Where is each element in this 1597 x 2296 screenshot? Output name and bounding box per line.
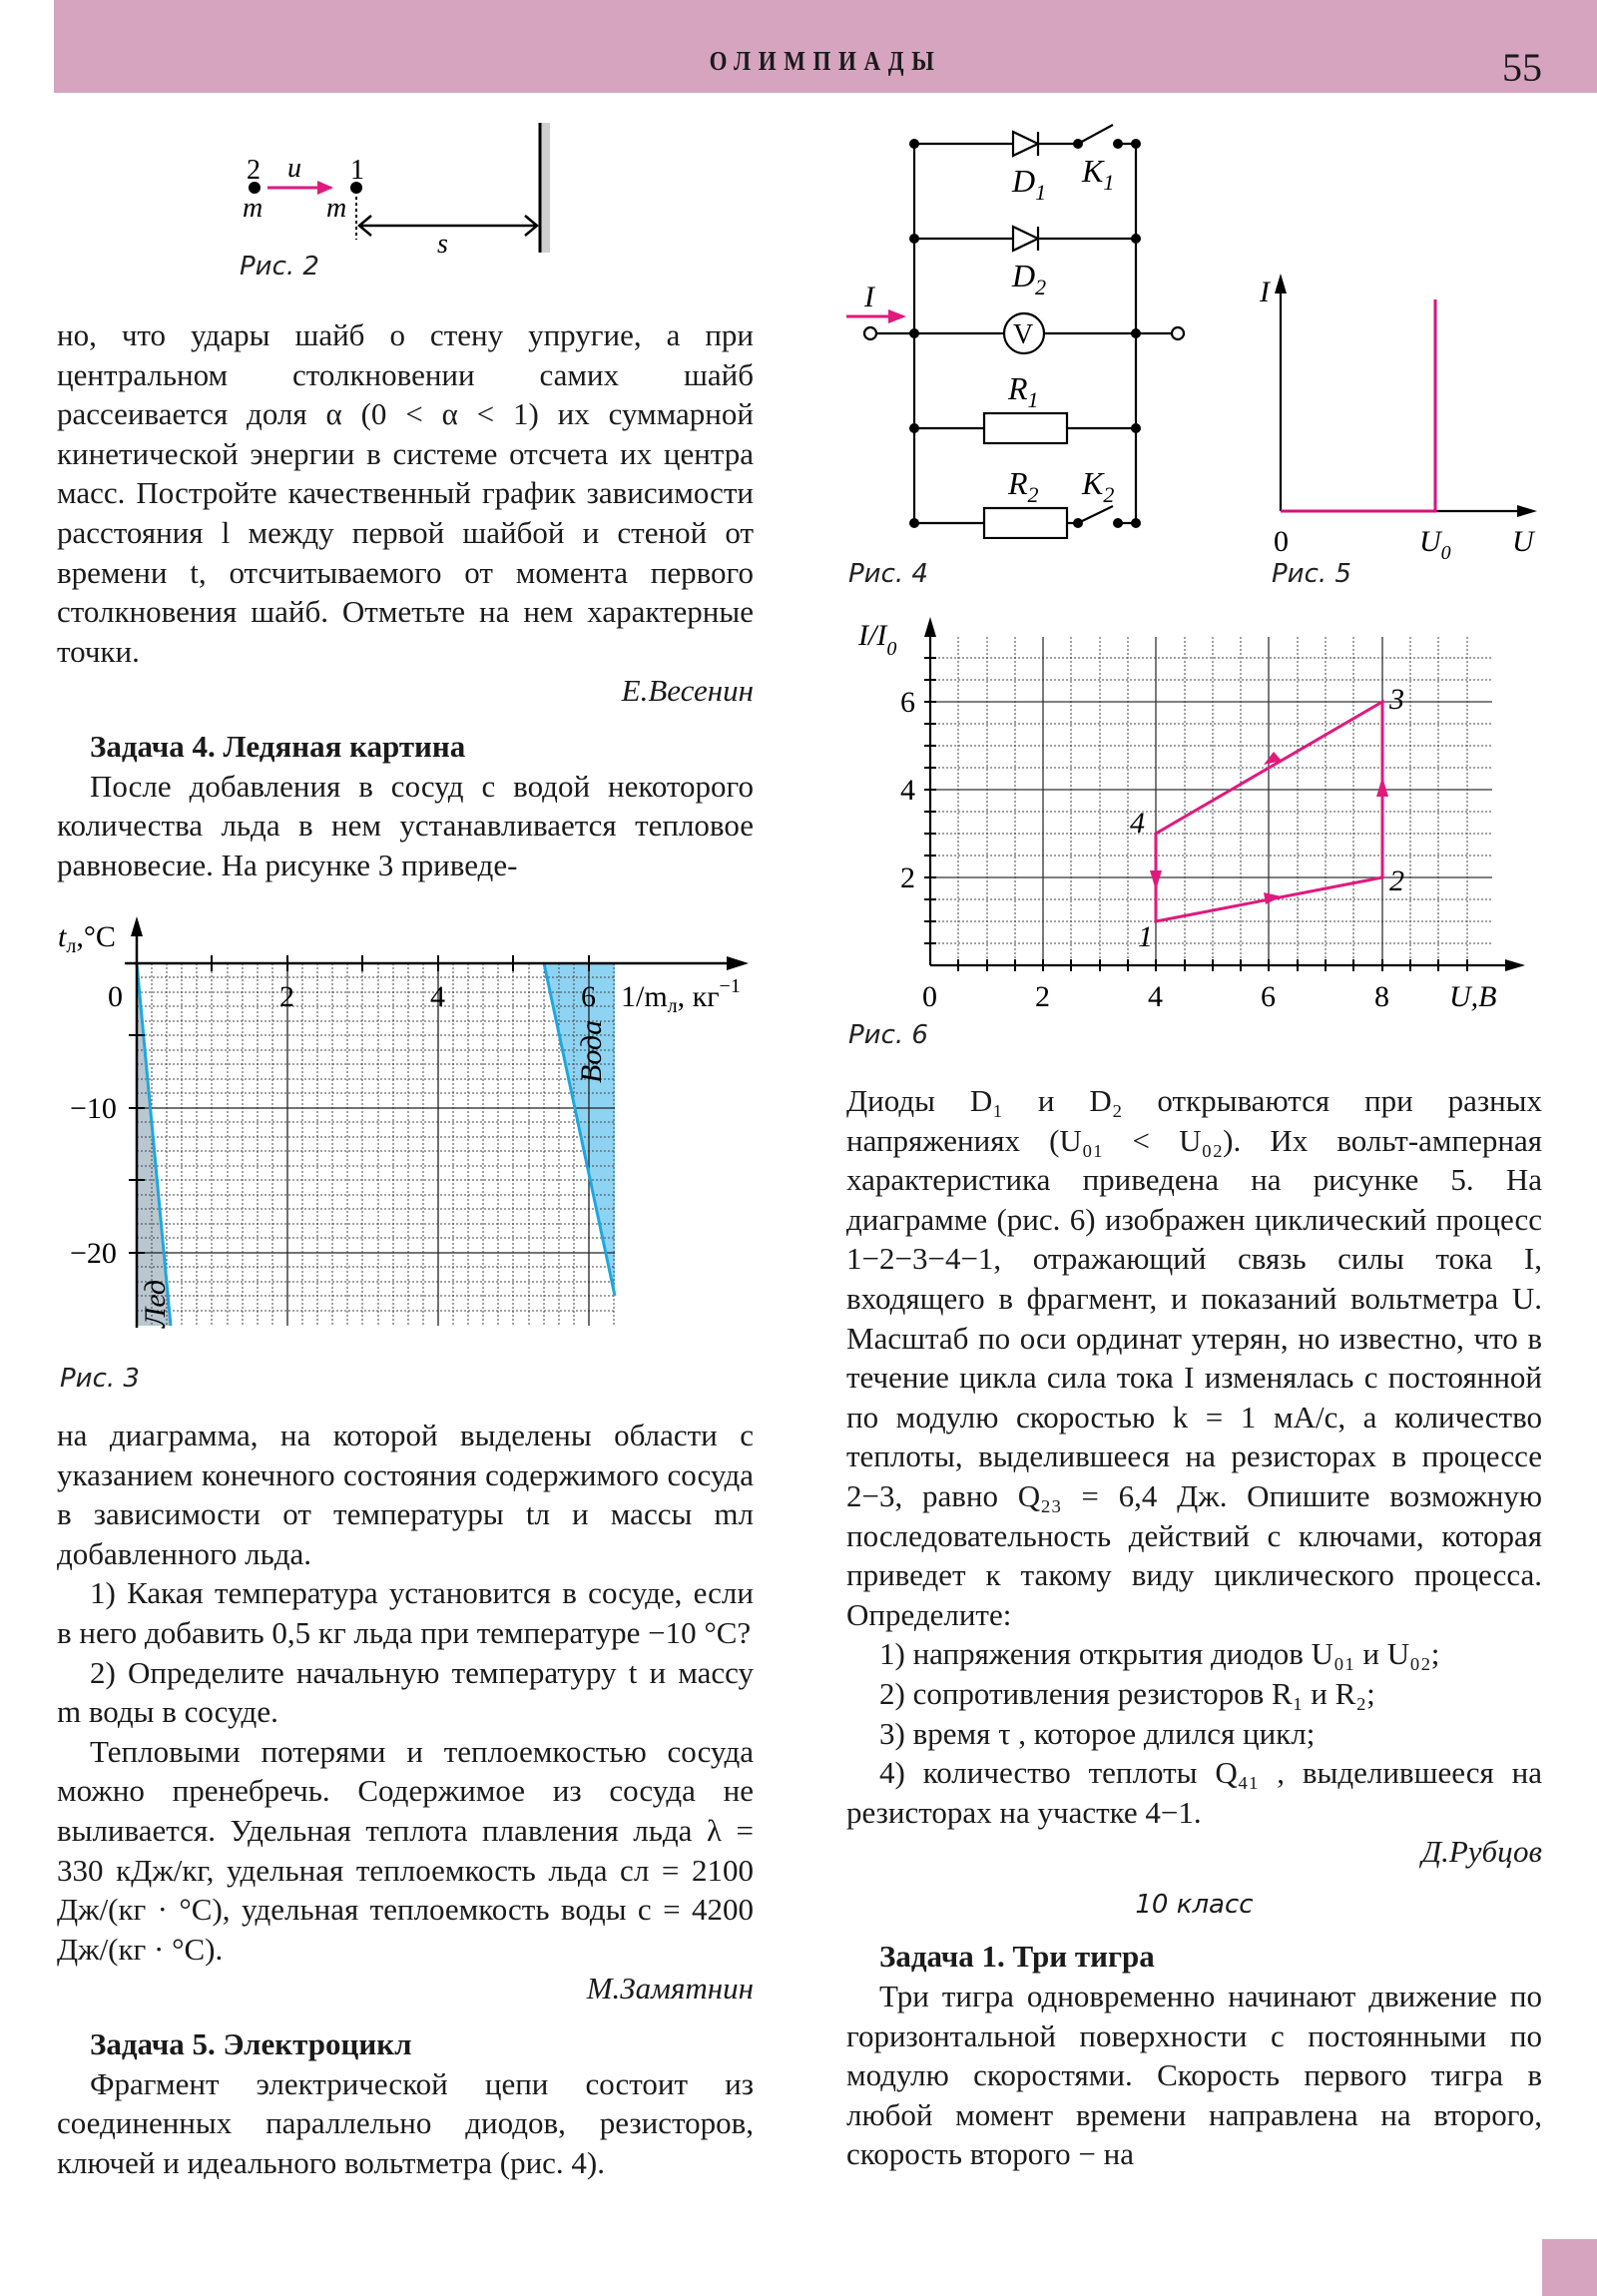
point-label-2: 2 [1389, 864, 1404, 897]
figure-5-chart [1238, 262, 1547, 561]
question-2: 2) Определите начальную температуру t и массу m воды в сосуде. [57, 1654, 754, 1730]
point-label-1: 1 [1138, 920, 1153, 953]
figure-6-chart [838, 609, 1537, 1018]
label-puck-1: 1 [350, 155, 364, 186]
arrow-2-3 [1376, 777, 1388, 797]
label-d1: $D_1$ [1012, 163, 1047, 205]
x-tick-8: 8 [1374, 980, 1389, 1013]
point-label-4: 4 [1130, 807, 1145, 840]
right-column [846, 1081, 1542, 2174]
label-r1: $R_1$ [1008, 370, 1039, 412]
y-axis-label: I [1260, 276, 1270, 308]
grade-heading: 10 класс [1135, 1889, 1254, 1920]
label-d2: $D_2$ [1012, 258, 1047, 299]
paragraph: но, что удары шайб о стену упругие, а при центральном столкновении самих шайб рассеивается доля α (0 < α < 1) их суммарной кинетической энергии в системе отсчета их центра масс. Постройте качественный график зависимости расстояния l между первой шайбой и стеной от времени t, отсчитываемого от момента первого столкновения шайб. Отметьте на нем характерные точки. [57, 317, 754, 669]
region-water-label: Вода [575, 1019, 608, 1083]
label-current: I [864, 281, 874, 313]
figure-4-circuit [838, 110, 1218, 539]
label-mass-2: m [243, 193, 264, 224]
y-axis-label: $I/I_0$ [858, 619, 897, 660]
x-axis-label: U,B [1449, 980, 1497, 1013]
question-2: 2) сопротивления резисторов R₁ и R₂; [879, 1675, 1375, 1711]
figure-3-caption: Рис. 3 [60, 1364, 140, 1394]
author-rubtsov: Д.Рубцов [1421, 1834, 1542, 1870]
x-tick-4: 4 [430, 980, 445, 1013]
paragraph: на диаграмма, на которой выделены области с указанием конечного состояния содержимого сосуда в зависимости от температуры tл и массы mл добавленного льда. [57, 1418, 754, 1571]
x-tick-0: 0 [922, 980, 937, 1013]
y-axis-label: $t_л,^\circ C$ [58, 920, 116, 957]
label-k2: $K_2$ [1082, 465, 1115, 507]
label-puck-2: 2 [247, 155, 261, 186]
task-4-title: Задача 4. Ледяная картина [90, 728, 466, 764]
u0-label: $U_0$ [1419, 525, 1451, 561]
y-tick-2: 2 [900, 861, 915, 894]
label-r2: $R_2$ [1008, 465, 1039, 507]
x-tick-6: 6 [581, 980, 596, 1013]
x-tick-2: 2 [279, 980, 294, 1013]
x-axis-label: U [1512, 525, 1534, 558]
page-corner-marker [1542, 2239, 1597, 2296]
label-distance: s [437, 229, 448, 260]
page-header [54, 0, 1597, 93]
paragraph: Диоды D₁ и D₂ открываются при разных напряжениях (U₀₁ < U₀₂). Их вольт-амперная характеристика приведена на рисунке 5. На диаграмме (рис. 6) изображен циклический процесс 1−2−3−4−1, отражающий связь силы тока I, входящего в фрагмент, и показаний вольтметра U. Масштаб по оси ординат утерян, но известно, что в течение цикла сила тока I изменялась с постоянной по модулю скоростью k = 1 мА/с, а количество теплоты, выделившееся на резисторах в процессе 2−3, равно Q₂₃ = 6,4 Дж. Опишите возможную последовательность действий с ключами, которая приведет к такому виду циклического процесса. Определите: [846, 1083, 1542, 1632]
label-velocity: u [287, 153, 301, 184]
y-tick-0: 0 [108, 980, 123, 1013]
task-5-title: Задача 5. Электроцикл [90, 2025, 412, 2061]
paragraph: Три тигра одновременно начинают движение по горизонтальной поверхности с постоянными по модулю скоростями. Скорость первого тигра в любой момент времени направлена на второго, скорость второго − на [846, 1979, 1542, 2172]
point-label-3: 3 [1389, 683, 1404, 716]
y-tick-minus-10: −10 [70, 1092, 117, 1125]
left-column-top [57, 315, 754, 884]
author-vesenin: Е.Весенин [621, 673, 754, 709]
arrow-4-1 [1150, 870, 1162, 890]
paragraph: После добавления в сосуд с водой некоторого количества льда в нем устанавливается тепловое равновесие. На рисунке 3 приведе- [57, 768, 754, 882]
label-mass-1: m [326, 193, 347, 224]
label-k1: $K_1$ [1082, 153, 1115, 195]
x-axis-label: $1/m_л$, $кг^{-1}$ [621, 975, 741, 1017]
iv-curve [1281, 299, 1435, 511]
y-tick-6: 6 [900, 686, 915, 719]
region-ice-label: Лед [139, 1279, 172, 1328]
task-1-title: Задача 1. Три тигра [879, 1939, 1155, 1975]
x-tick-2: 2 [1035, 980, 1050, 1013]
x-tick-4: 4 [1148, 980, 1163, 1013]
question-3: 3) время τ , которое длился цикл; [879, 1715, 1316, 1751]
question-1: 1) Какая температура установится в сосуде, если в него добавить 0,5 кг льда при температуре −10 °C? [57, 1575, 754, 1650]
diode-d1-icon [1013, 132, 1038, 156]
voltmeter-icon: V [1013, 319, 1034, 350]
figure-2-caption: Рис. 2 [240, 252, 319, 282]
section-title: ОЛИМПИАДЫ [709, 46, 942, 76]
page-number: 55 [1502, 45, 1542, 90]
paragraph: Тепловыми потерями и теплоемкостью сосуда можно пренебречь. Содержимое из сосуда не выливается. Удельная теплота плавления льда λ = 330 кДж/кг, удельная теплоемкость льда cл = 2100 Дж/(кг · °C), удельная теплоемкость воды c = 4200 Дж/(кг · °C). [57, 1733, 754, 1967]
origin-label: 0 [1274, 525, 1289, 558]
left-column-bottom [57, 1416, 754, 2182]
figure-4-caption: Рис. 4 [848, 559, 928, 589]
figure-6-caption: Рис. 6 [848, 1020, 928, 1050]
y-tick-minus-20: −20 [70, 1237, 117, 1270]
author-zamyatnin: М.Замятнин [586, 1971, 754, 2007]
paragraph: Фрагмент электрической цепи состоит из соединенных параллельно диодов, резисторов, ключей и идеального вольтметра (рис. 4). [57, 2065, 754, 2180]
question-1: 1) напряжения открытия диодов U₀₁ и U₀₂; [879, 1636, 1440, 1672]
question-4: 4) количество теплоты Q₄₁ , выделившееся на резисторах на участке 4−1. [846, 1755, 1542, 1830]
figure-3-chart [50, 908, 769, 1338]
x-tick-6: 6 [1261, 980, 1276, 1013]
current-arrow [888, 309, 906, 323]
diode-d2-icon [1013, 227, 1038, 251]
figure-5-caption: Рис. 5 [1272, 559, 1351, 589]
y-tick-4: 4 [900, 774, 915, 807]
